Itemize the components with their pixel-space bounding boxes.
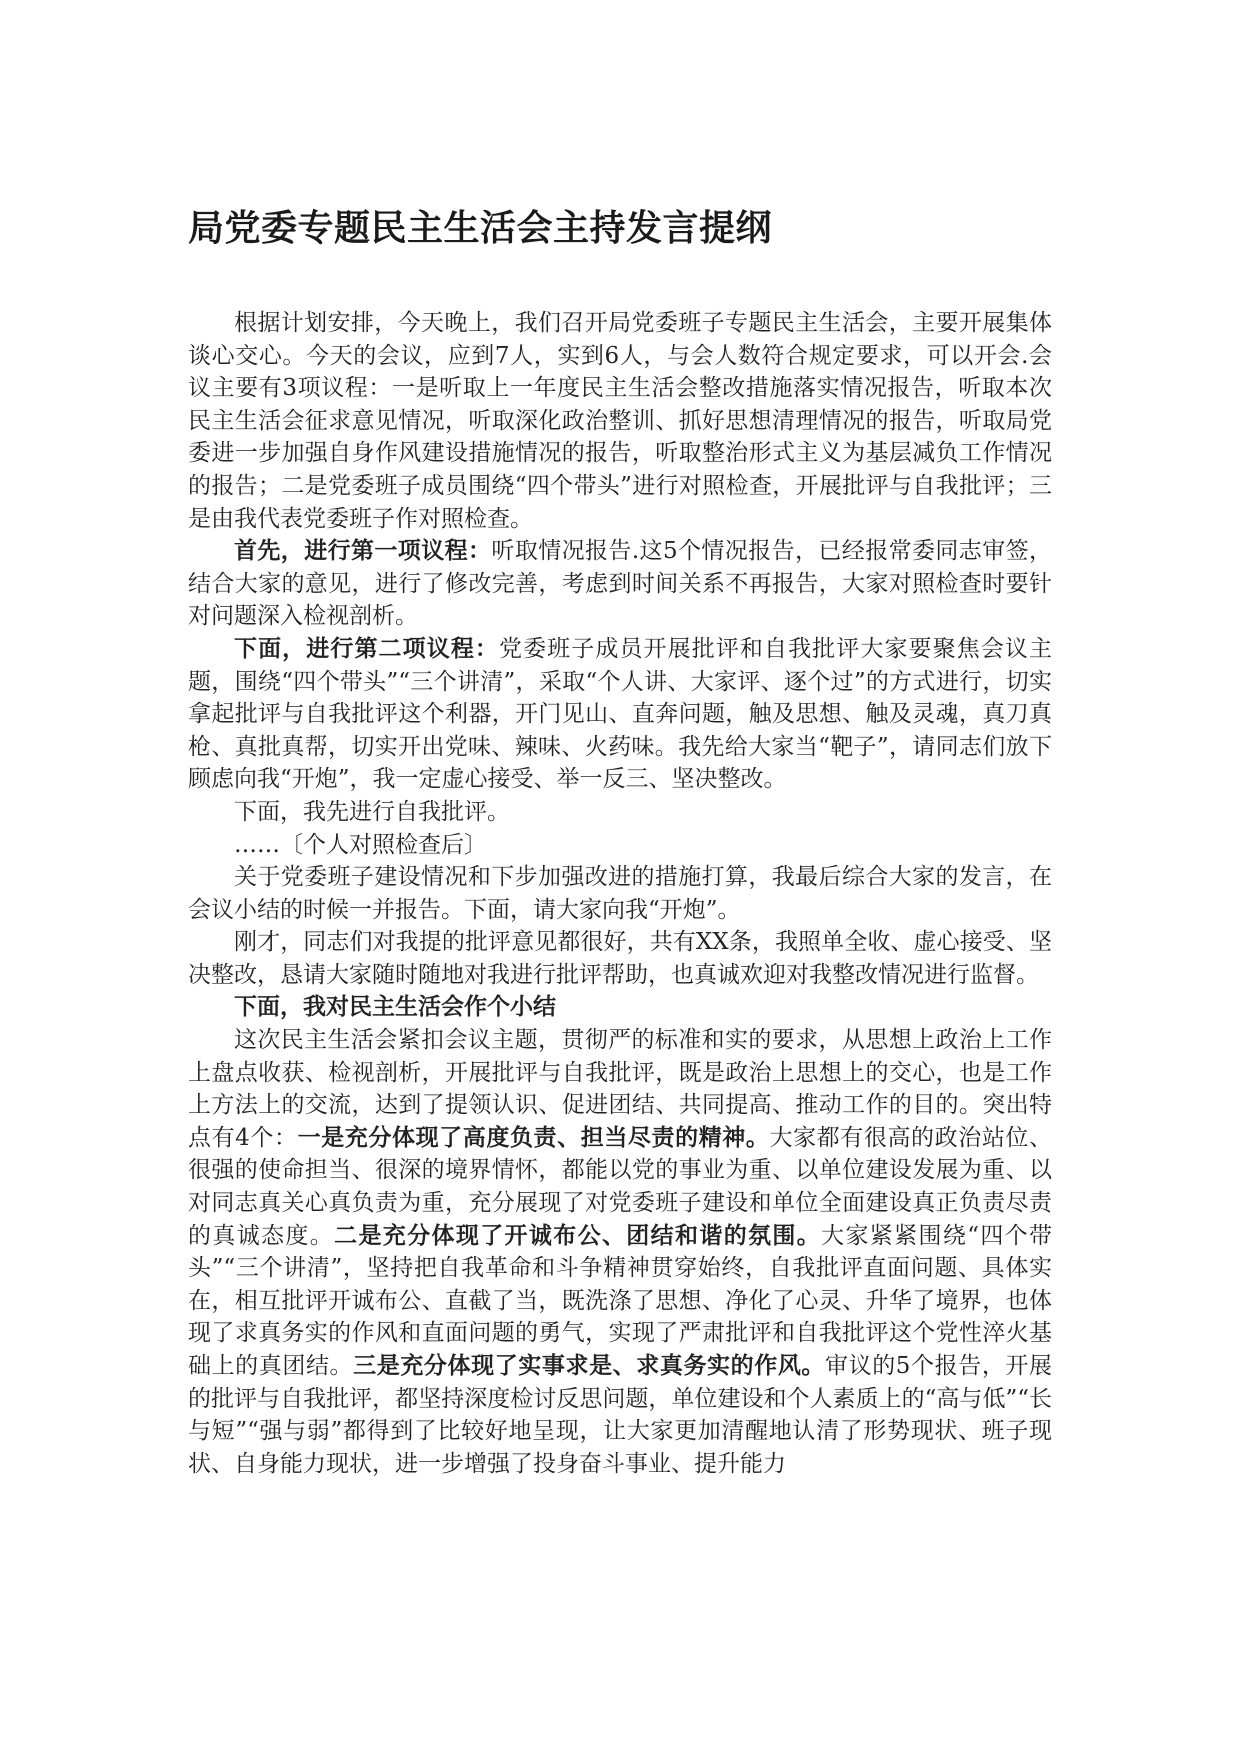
paragraph-open-fire (188, 861, 1052, 926)
summary-point-3-text: 审议的5个报告，开展的批评与自我批评，都坚持深度检讨反思问题，单位建设和个人素质上的“高与低”“长与短”“强与弱”都得到了比较好地呈现，让大家更加清醒地认清了形势现状、班子现状、自身能力现状，进一步增强了投身奋斗事业、提升能力 (188, 1353, 1053, 1477)
paragraph-text: 刚才，同志们对我提的批评意见都很好，共有XX条，我照单全收、虚心接受、坚决整改，恳请大家随时随地对我进行批评帮助，也真诚欢迎对我整改情况进行监督。 (188, 929, 1052, 988)
summary-point-2-text: 大家紧紧围绕“四个带头”“三个讲清”，坚持把自我革命和斗争精神贯穿始终，自我批评直面问题、具体实在，相互批评开诚布公、直截了当，既洗涤了思想、净化了心灵、升华了境界，也体现了求真务实的作风和直面问题的勇气，实现了严肃批评和自我批评这个党性淬火基础上的真团结。 (188, 1222, 1053, 1379)
paragraph-text: 党委班子成员开展批评和自我批评大家要聚焦会议主题，围绕“四个带头”“三个讲清”，采取“个人讲、大家评、逐个过”的方式进行，切实拿起批评与自我批评这个利器，开门见山、直奔问题，触及思想、触及灵魂，真刀真枪、真批真帮，切实开出党味、辣味、火药味。我先给大家当“靶子”，请同志们放下顾虑向我“开炮”，我一定虚心接受、举一反三、坚决整改。 (188, 635, 1053, 793)
paragraph-summary (188, 1024, 1052, 1480)
paragraph-text: 听取情况报告.这5个情况报告，已经报常委同志审签，结合大家的意见，进行了修改完善，考虑到时间关系不再报告，大家对照检查时要针对问题深入检视剖析。 (188, 538, 1052, 630)
paragraph-agenda-item-2 (188, 633, 1052, 796)
paragraph-text: ……〔个人对照检查后〕 (234, 831, 487, 858)
paragraph-opening (188, 307, 1052, 535)
summary-heading: 下面，我对民主生活会作个小结 (234, 993, 556, 1021)
summary-intro: 这次民主生活会紧扣会议主题，贯彻严的标准和实的要求，从思想上政治上工作上盘点收获、检视剖析，开展批评与自我批评，既是政治上思想上的交心，也是工作上方法上的交流，达到了提领认识、促进团结、共同提高、推动工作的目的。突出特点有4个： (188, 1027, 1052, 1151)
paragraph-text: 根据计划安排，今天晚上，我们召开局党委班子专题民主生活会，主要开展集体谈心交心。今天的会议，应到7人，实到6人，与会人数符合规定要求，可以开会.会议主要有3项议程：一是听取上一年度民主生活会整改措施落实情况报告，听取本次民主生活会征求意见情况，听取深化政治整训、抓好思想清理情况的报告，听取局党委进一步加强自身作风建设措施情况的报告，听取整治形式主义为基层减负工作情况的报告；二是党委班子成员围绕“四个带头”进行对照检查，开展批评与自我批评；三是由我代表党委班子作对照检查。 (188, 310, 1052, 532)
summary-point-2-heading: 二是充分体现了开诚布公、团结和谐的氛围。 (334, 1221, 822, 1249)
paragraph-lead: 首先，进行第一项议程： (234, 537, 492, 565)
document-body (188, 307, 1052, 1480)
paragraph-text: 下面，我先进行自我批评。 (234, 798, 510, 825)
summary-point-1-heading: 一是充分体现了高度负责、担当尽责的精神。 (297, 1123, 770, 1151)
paragraph-feedback (188, 926, 1052, 991)
summary-point-3-heading: 三是充分体现了实事求是、求真务实的作风。 (353, 1352, 826, 1379)
summary-point-1-text: 大家都有很高的政治站位、很强的使命担当、很深的境界情怀，都能以党的事业为重、以单位建设发展为重、以对同志真关心真负责为重，充分展现了对党委班子建设和单位全面建设真正负责尽责的真诚态度。 (188, 1124, 1053, 1249)
paragraph-after-check (188, 829, 1052, 862)
document-title: 局党委专题民主生活会主持发言提纲 (188, 208, 773, 249)
paragraph-text: 关于党委班子建设情况和下步加强改进的措施打算，我最后综合大家的发言，在会议小结的时候一并报告。下面，请大家向我“开炮”。 (188, 864, 1052, 923)
paragraph-self-criticism (188, 796, 1052, 829)
paragraph-lead: 下面，进行第二项议程： (234, 634, 499, 662)
paragraph-agenda-item-1 (188, 535, 1052, 633)
